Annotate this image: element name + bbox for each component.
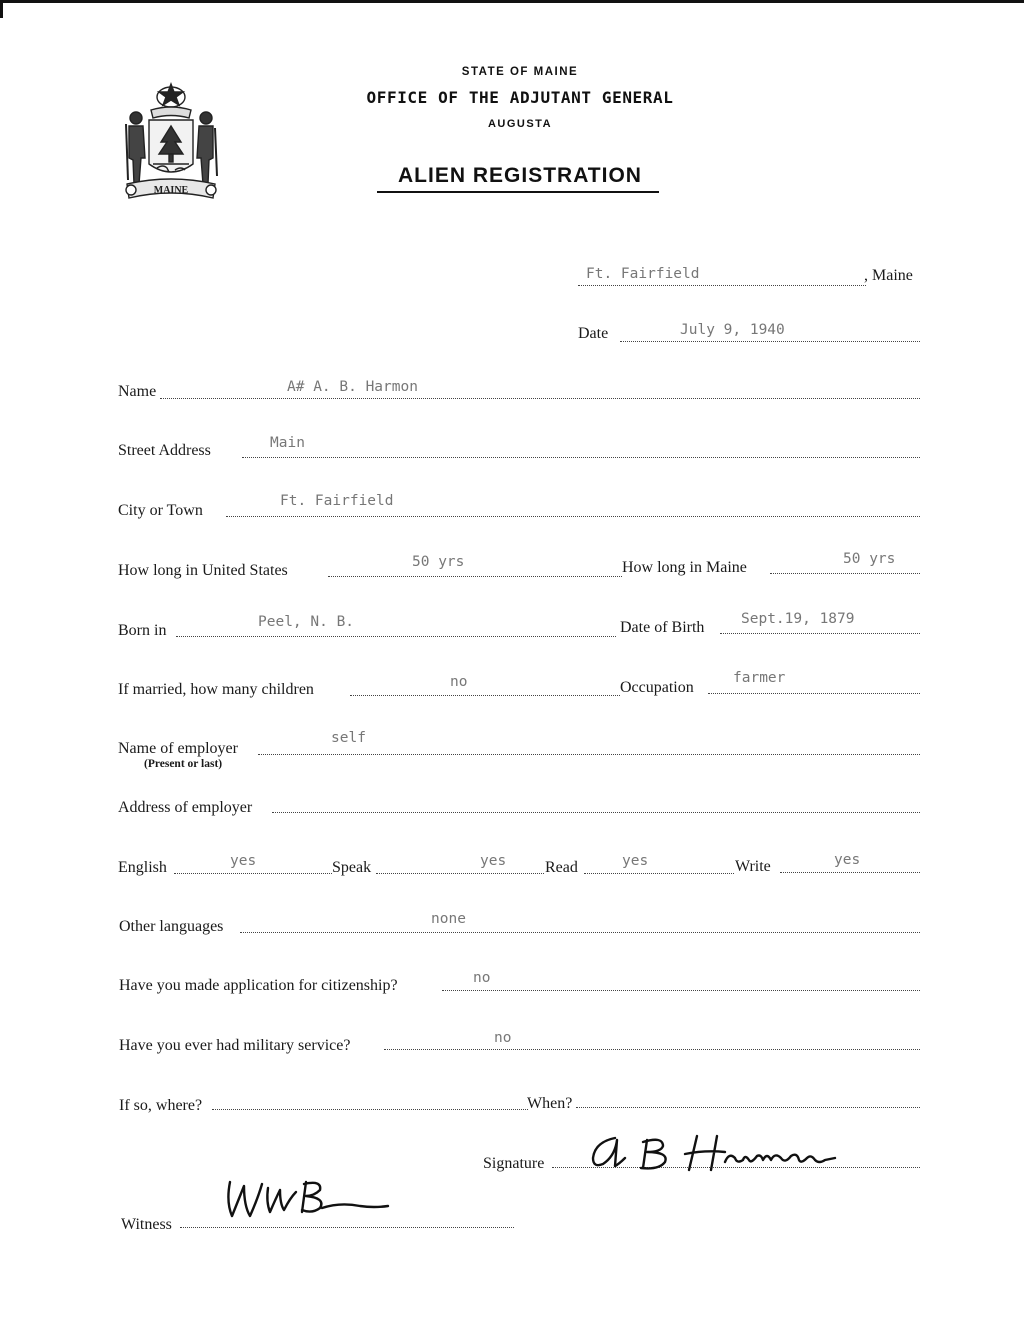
where-line bbox=[212, 1109, 528, 1110]
header-city: AUGUSTA bbox=[487, 118, 553, 130]
employer-name-sublabel: (Present or last) bbox=[144, 758, 223, 770]
street-address-label: Street Address bbox=[118, 442, 211, 459]
english-value[interactable]: yes bbox=[230, 853, 257, 869]
city-value[interactable]: Ft. Fairfield bbox=[280, 493, 394, 509]
place-value[interactable]: Ft. Fairfield bbox=[586, 266, 700, 282]
witness-signature[interactable] bbox=[210, 1172, 400, 1228]
maine-seal-icon bbox=[117, 80, 225, 204]
form-title: ALIEN REGISTRATION bbox=[398, 164, 642, 187]
military-label: Have you ever had military service? bbox=[119, 1037, 351, 1054]
occupation-line bbox=[708, 693, 920, 694]
employer-address-label: Address of employer bbox=[118, 799, 253, 816]
date-label: Date bbox=[578, 325, 609, 342]
title-underline bbox=[377, 191, 659, 193]
military-value[interactable]: no bbox=[494, 1030, 512, 1046]
born-in-label: Born in bbox=[118, 622, 167, 639]
date-of-birth-value[interactable]: Sept.19, 1879 bbox=[741, 611, 855, 627]
scan-left-edge bbox=[0, 0, 3, 18]
occupation-label: Occupation bbox=[620, 679, 694, 696]
speak-line bbox=[376, 873, 544, 874]
employer-address-line bbox=[272, 812, 920, 813]
employer-name-label: Name of employer bbox=[118, 740, 238, 757]
how-long-maine-value[interactable]: 50 yrs bbox=[843, 551, 896, 567]
citizenship-line bbox=[442, 990, 920, 991]
applicant-signature[interactable] bbox=[585, 1128, 915, 1178]
street-address-line bbox=[242, 457, 920, 458]
date-value[interactable]: July 9, 1940 bbox=[680, 322, 785, 338]
where-label: If so, where? bbox=[119, 1097, 203, 1114]
name-line bbox=[160, 398, 920, 399]
seal-label: MAINE bbox=[153, 185, 189, 196]
city-label: City or Town bbox=[118, 502, 203, 519]
how-long-us-label: How long in United States bbox=[118, 562, 288, 579]
witness-label: Witness bbox=[121, 1216, 172, 1233]
write-label: Write bbox=[735, 858, 771, 875]
when-line bbox=[576, 1107, 920, 1108]
city-line bbox=[226, 516, 920, 517]
place-suffix: , Maine bbox=[864, 267, 913, 284]
scan-top-edge bbox=[0, 0, 1024, 3]
children-line bbox=[350, 695, 620, 696]
employer-name-value[interactable]: self bbox=[331, 730, 366, 746]
read-value[interactable]: yes bbox=[622, 853, 649, 869]
other-languages-value[interactable]: none bbox=[431, 911, 466, 927]
how-long-us-line bbox=[328, 576, 622, 577]
read-label: Read bbox=[545, 859, 578, 876]
write-line bbox=[780, 872, 920, 873]
street-address-value[interactable]: Main bbox=[270, 435, 305, 451]
place-line bbox=[578, 285, 866, 286]
header-state: STATE OF MAINE bbox=[461, 66, 579, 78]
when-label: When? bbox=[527, 1095, 573, 1112]
how-long-maine-label: How long in Maine bbox=[622, 559, 747, 576]
english-line bbox=[174, 873, 332, 874]
how-long-maine-line bbox=[770, 573, 920, 574]
children-label: If married, how many children bbox=[118, 681, 314, 698]
military-line bbox=[384, 1049, 920, 1050]
read-line bbox=[584, 873, 734, 874]
date-of-birth-label: Date of Birth bbox=[620, 619, 705, 636]
speak-label: Speak bbox=[332, 859, 372, 876]
english-label: English bbox=[118, 859, 167, 876]
other-languages-label: Other languages bbox=[119, 918, 224, 935]
employer-name-line bbox=[258, 754, 920, 755]
born-in-value[interactable]: Peel, N. B. bbox=[258, 614, 355, 630]
date-of-birth-line bbox=[720, 633, 920, 634]
header-office: OFFICE OF THE ADJUTANT GENERAL bbox=[366, 88, 674, 107]
citizenship-value[interactable]: no bbox=[473, 970, 491, 986]
name-label: Name bbox=[118, 383, 157, 400]
name-value[interactable]: A# A. B. Harmon bbox=[287, 379, 418, 395]
speak-value[interactable]: yes bbox=[480, 853, 507, 869]
citizenship-label: Have you made application for citizenship? bbox=[119, 977, 398, 994]
children-value[interactable]: no bbox=[450, 674, 468, 690]
occupation-value[interactable]: farmer bbox=[733, 670, 786, 686]
write-value[interactable]: yes bbox=[834, 852, 861, 868]
signature-label: Signature bbox=[483, 1155, 545, 1172]
other-languages-line bbox=[240, 932, 920, 933]
born-in-line bbox=[176, 636, 616, 637]
how-long-us-value[interactable]: 50 yrs bbox=[412, 554, 465, 570]
date-line bbox=[620, 341, 920, 342]
